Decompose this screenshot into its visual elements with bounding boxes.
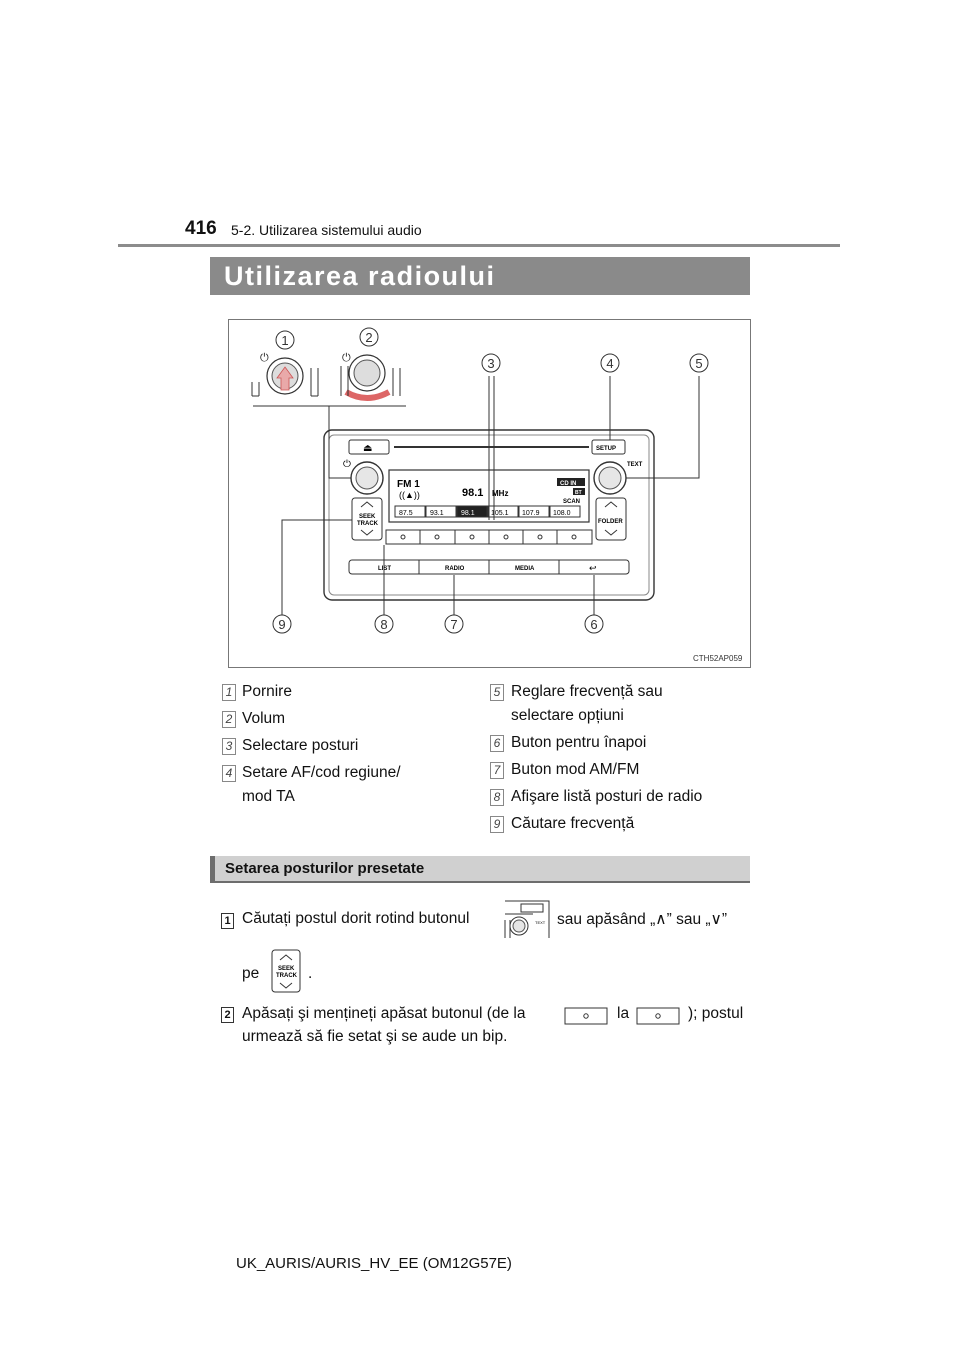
preset-1: 87.5 bbox=[399, 510, 413, 517]
back-icon: ↩ bbox=[589, 563, 597, 573]
legend-item-2: Volum bbox=[242, 710, 286, 727]
main-title-bar bbox=[210, 257, 750, 295]
callout-8: 8 bbox=[380, 617, 388, 632]
svg-text:TRACK: TRACK bbox=[276, 973, 297, 979]
display-band: FM 1 bbox=[397, 479, 420, 490]
preset-2: 93.1 bbox=[430, 510, 444, 517]
step-2-text-part3: ); postul bbox=[688, 1005, 744, 1022]
radio-label: RADIO bbox=[445, 566, 465, 572]
svg-text:SEEK: SEEK bbox=[278, 966, 295, 972]
svg-text:⏻: ⏻ bbox=[342, 352, 351, 364]
step-2-number: 2 bbox=[221, 1007, 234, 1023]
step-1-text-part4: . bbox=[308, 965, 313, 982]
callout-7: 7 bbox=[450, 617, 458, 632]
seek-label: SEEK bbox=[359, 514, 376, 520]
preset-frequency-row bbox=[395, 506, 580, 517]
legend-item-5-line2: selectare opțiuni bbox=[511, 707, 624, 724]
legend-badge-4: 4 bbox=[222, 765, 236, 782]
legend-badge-3: 3 bbox=[222, 738, 236, 755]
figure-code: CTH52AP059 bbox=[693, 654, 743, 663]
callout-4: 4 bbox=[606, 356, 614, 371]
preset-5: 107.9 bbox=[522, 510, 540, 517]
preset-button-last-icon bbox=[636, 1007, 680, 1030]
step-1-number: 1 bbox=[221, 913, 234, 929]
legend-badge-2: 2 bbox=[222, 711, 236, 728]
arrow-down-icon: ∨ bbox=[710, 911, 722, 928]
audio-unit-illustration bbox=[229, 320, 750, 667]
seek-track-button-icon bbox=[270, 948, 302, 999]
step-2-text-part2: la bbox=[617, 1005, 630, 1022]
step-1-text-part3: pe bbox=[242, 965, 260, 982]
display-cd-badge: CD IN bbox=[560, 481, 577, 487]
step-2-text-line2: urmează să fie setat şi se aude un bip. bbox=[242, 1028, 508, 1045]
svg-text:TEXT: TEXT bbox=[535, 920, 546, 925]
display-bt-badge: BT bbox=[575, 490, 582, 496]
legend-item-8: Afişare listă posturi de radio bbox=[511, 788, 703, 805]
power-knob-inset bbox=[252, 352, 318, 396]
legend-badge-5: 5 bbox=[490, 684, 504, 701]
legend-item-1: Pornire bbox=[242, 683, 292, 700]
legend-item-4-line1: Setare AF/cod regiune/ bbox=[242, 764, 401, 781]
legend-item-5-line1: Reglare frecvență sau bbox=[511, 683, 663, 700]
volume-knob-inset bbox=[341, 352, 400, 398]
callout-2: 2 bbox=[365, 330, 373, 345]
preset-button-first-icon bbox=[564, 1007, 608, 1030]
section-title: 5-2. Utilizarea sistemului audio bbox=[231, 222, 422, 238]
page-number: 416 bbox=[185, 218, 217, 239]
text-label: TEXT bbox=[627, 462, 643, 468]
callout-3: 3 bbox=[487, 356, 495, 371]
legend-item-7: Buton mod AM/FM bbox=[511, 761, 640, 778]
callout-9: 9 bbox=[278, 617, 286, 632]
setup-label: SETUP bbox=[596, 446, 617, 452]
callout-5: 5 bbox=[695, 356, 703, 371]
step-2-text-part1: Apăsați şi mențineți apăsat butonul (de la bbox=[242, 1005, 526, 1022]
preset-6: 108.0 bbox=[553, 510, 571, 517]
list-label: LIST bbox=[378, 566, 391, 572]
track-label: TRACK bbox=[357, 521, 378, 527]
legend-badge-9: 9 bbox=[490, 816, 504, 833]
preset-4: 105.1 bbox=[491, 510, 509, 517]
svg-text:⏏: ⏏ bbox=[363, 443, 373, 454]
subsection-title: Setarea posturilor presetate bbox=[225, 860, 425, 877]
legend-badge-7: 7 bbox=[490, 762, 504, 779]
display-scan: SCAN bbox=[563, 499, 581, 505]
legend-badge-8: 8 bbox=[490, 789, 504, 806]
tune-knob-icon bbox=[503, 896, 551, 945]
display-signal-icon: ((▲)) bbox=[399, 490, 420, 500]
arrow-up-icon: ∧ bbox=[655, 911, 667, 928]
preset-3: 98.1 bbox=[461, 510, 475, 517]
display-unit: MHz bbox=[492, 489, 509, 498]
display-frequency: 98.1 bbox=[462, 487, 484, 499]
svg-text:⏻: ⏻ bbox=[343, 459, 351, 470]
footer-model-code: UK_AURIS/AURIS_HV_EE (OM12G57E) bbox=[236, 1255, 512, 1272]
media-label: MEDIA bbox=[515, 566, 535, 572]
page-title: Utilizarea radioului bbox=[224, 261, 496, 291]
legend-item-9: Căutare frecvență bbox=[511, 815, 635, 832]
header-rule bbox=[118, 244, 840, 247]
legend-item-3: Selectare posturi bbox=[242, 737, 359, 754]
subsection-header bbox=[210, 856, 750, 883]
legend-item-4-line2: mod TA bbox=[242, 788, 295, 805]
legend-item-6: Buton pentru înapoi bbox=[511, 734, 647, 751]
folder-label: FOLDER bbox=[598, 519, 623, 525]
step-1-text-part1: Căutați postul dorit rotind butonul bbox=[242, 910, 470, 927]
callout-1: 1 bbox=[281, 333, 289, 348]
step-1-text-part2: sau apăsând „∧” sau „∨” bbox=[557, 911, 728, 928]
callout-6: 6 bbox=[590, 617, 598, 632]
legend-badge-6: 6 bbox=[490, 735, 504, 752]
svg-text:⏻: ⏻ bbox=[260, 352, 269, 364]
legend-badge-1: 1 bbox=[222, 684, 236, 701]
radio-figure bbox=[228, 319, 751, 668]
